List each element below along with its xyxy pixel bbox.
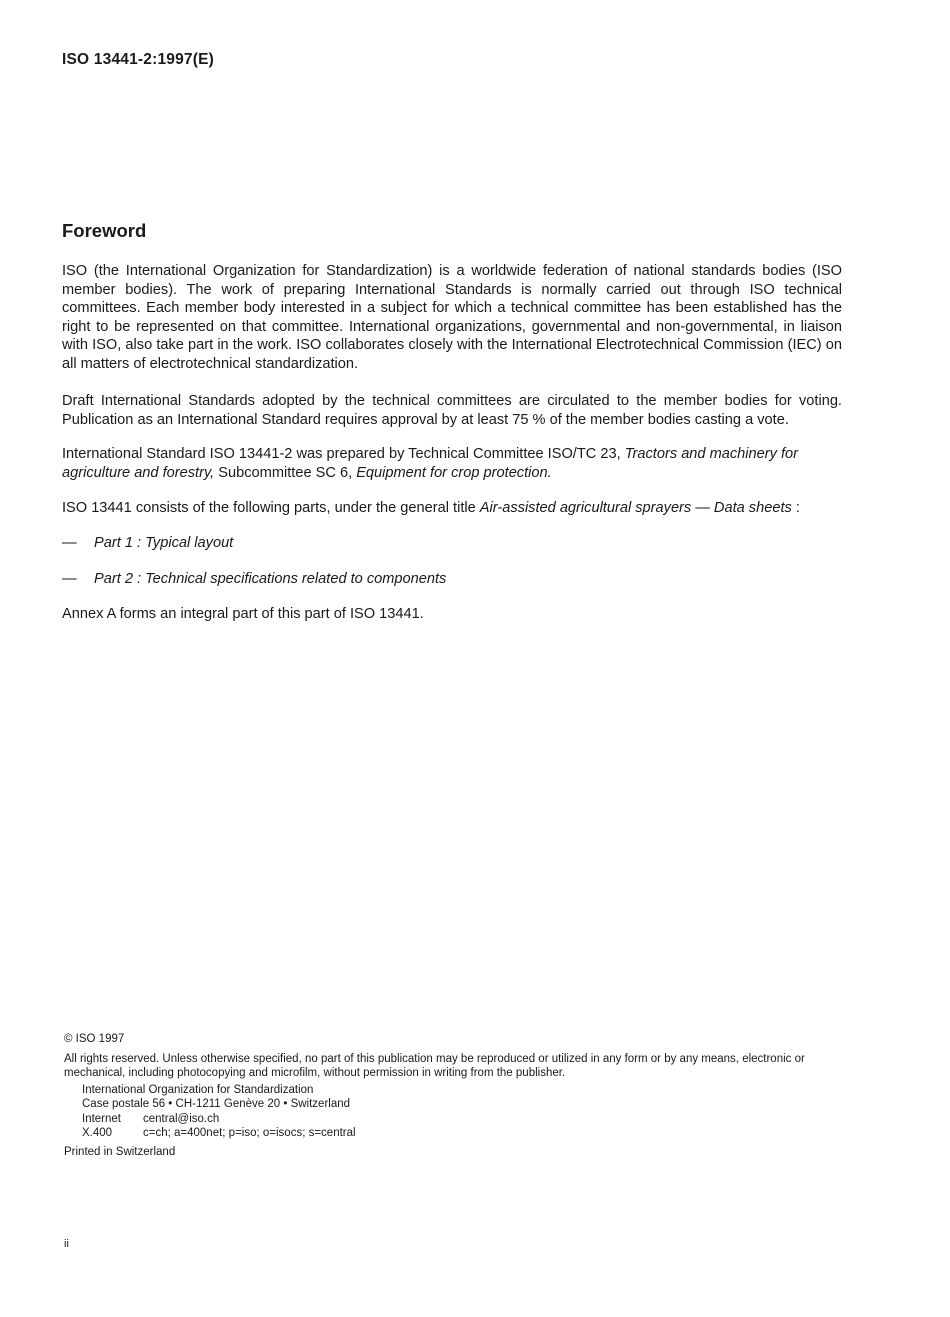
foreword-paragraph-4: [62, 499, 862, 518]
p3-subcommittee-title: Equipment for crop protection.: [356, 464, 552, 481]
internet-label: Internet: [82, 1112, 121, 1125]
foreword-paragraph-3: [62, 445, 842, 482]
publisher-address: [64, 1083, 854, 1141]
printed-location: Printed in Switzerland: [64, 1145, 176, 1158]
p4-text-a: ISO 13441 consists of the following parts, under the general title: [62, 500, 480, 516]
publisher-org: International Organization for Standardization: [82, 1083, 314, 1096]
p4-text-c: :: [791, 500, 800, 516]
copyright-line: © ISO 1997: [64, 1033, 125, 1045]
copyright-notice: [64, 1032, 854, 1159]
list-dash: —: [62, 535, 77, 551]
internet-address: central@iso.ch: [143, 1112, 220, 1125]
rights-statement: All rights reserved. Unless otherwise specified, no part of this publication may be reproduced or utilized in any form or by any means, electronic or mechanical, including photocopying and microfilm, without permission in writing from the publisher.: [64, 1052, 805, 1079]
p3-text-c: Subcommittee SC 6,: [214, 464, 357, 481]
list-dash: —: [62, 571, 77, 587]
foreword-paragraph-2: Draft International Standards adopted by the technical committees are circulated to the member bodies for voting. Publication as an International Standard requires approval by at least 75 % of the member bodies casting a vote.: [62, 393, 842, 428]
publisher-x400: [82, 1126, 854, 1141]
x400-address: c=ch; a=400net; p=iso; o=isocs; s=central: [143, 1127, 356, 1139]
foreword-paragraph-5: Annex A forms an integral part of this part of ISO 13441.: [62, 606, 424, 622]
list-item-label: Part 1 : Typical layout: [94, 535, 234, 551]
page-number: ii: [64, 1238, 69, 1250]
foreword-paragraph-1: ISO (the International Organization for Standardization) is a worldwide federation of national standards bodies (ISO member bodies). The work of preparing International Standards is normally carried out through ISO technical committees. Each member body interested in a subject for which a technical committee has been established has the right to be represented on that committee. International organizations, governmental and non-governmental, in liaison with ISO, also take part in the work. ISO collaborates closely with the International Electrotechnical Commission (IEC) on all matters of electrotechnical standardization.: [62, 263, 842, 372]
p3-text-a: International Standard ISO 13441-2 was prepared by Technical Committee ISO/TC 23,: [62, 446, 625, 462]
list-item-label: Part 2 : Technical specifications related to components: [94, 571, 447, 587]
list-item: [62, 570, 446, 589]
publisher-internet: [82, 1112, 854, 1127]
p3-committee-title: Tractors and machinery for agriculture and forestry,: [62, 446, 798, 481]
list-item: [62, 534, 233, 553]
x400-label: X.400: [82, 1127, 113, 1139]
publisher-postal: Case postale 56 • CH-1211 Genève 20 • Switzerland: [82, 1098, 351, 1110]
foreword-heading: Foreword: [62, 220, 147, 241]
document-id-header: ISO 13441-2:1997(E): [62, 51, 214, 68]
p4-general-title: Air-assisted agricultural sprayers — Data sheets: [479, 500, 792, 516]
